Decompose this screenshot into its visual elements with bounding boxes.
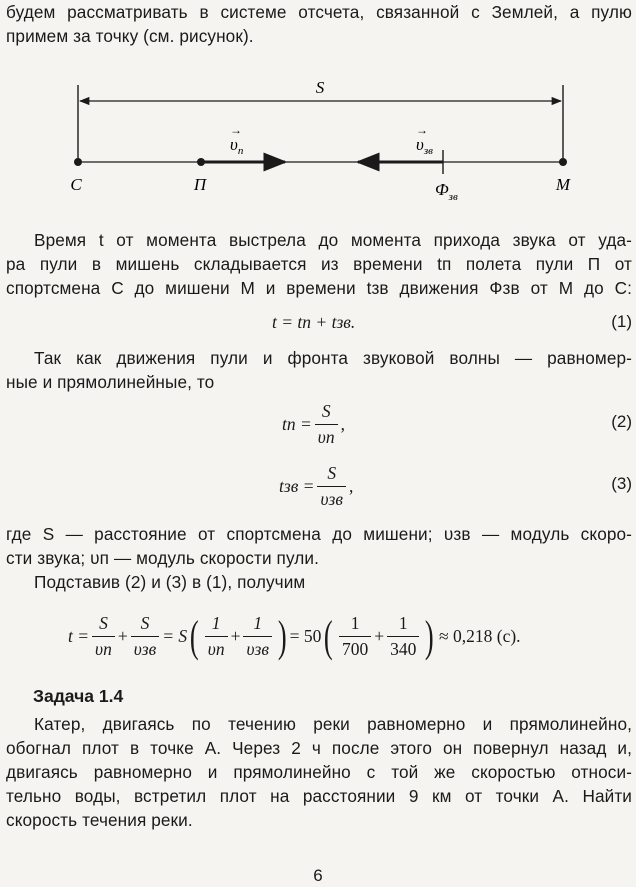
point-c-label: C <box>70 175 82 194</box>
para3-line-1: где S — расстояние от спортсмена до мишени; υзв — модуль скоро- <box>6 524 632 544</box>
point-p-label: П <box>193 175 207 194</box>
wave-front-label: $Ф_{зв}$ <box>435 180 458 203</box>
para3-line-3: Подставив (2) и (3) в (1), получим <box>34 572 306 592</box>
intro-line-1: будем рассматривать в системе отсчета, связанной с Землей, а пулю <box>6 2 632 22</box>
bullet-velocity-label: $\upsilon_п$ <box>230 135 244 157</box>
task-line-1: Катер, двигаясь по течению реки равномерно и прямолинейно, <box>34 714 632 734</box>
vector-arrow-icon: → <box>230 123 242 137</box>
para3-line-2: сти звука; υп — модуль скорости пули. <box>6 548 319 568</box>
para2-line-2: ные и прямолинейные, то <box>6 372 215 392</box>
point-p <box>197 158 205 166</box>
point-m <box>559 158 567 166</box>
motion-diagram <box>0 70 636 220</box>
task-heading: Задача 1.4 <box>33 686 124 706</box>
task-line-2: обогнал плот в точке A. Через 2 ч после этого он повернул назад и, <box>6 738 632 758</box>
task-line-4: тельно воды, встретил плот на расстоянии 9 км от точки A. Найти <box>6 786 632 806</box>
equation-1: t = tп + tзв. (1) <box>272 312 632 332</box>
para1-line-1: Время t от момента выстрела до момента прихода звука от уда- <box>34 230 632 250</box>
task-line-3: двигаясь равномерно и прямолинейно с той же скоростью относи- <box>6 762 632 782</box>
distance-label: S <box>315 78 325 97</box>
vector-arrow-icon: → <box>416 123 428 137</box>
para1-line-3: спортсмена C до мишени M и времени tзв движения Фзв от M до C: <box>6 278 632 298</box>
point-m-label: M <box>555 175 571 194</box>
equation-4: t = $\frac{S}{\upsilon п}$ + $\frac{S}{\text{υзв}}$ = S ( $\frac{1}{\upsilon п}$ + $\frac{1}{\text{υзв}}$ ) = 50 ( $\frac{1}{700}$ + $\frac{1}{340}$ ) ≈ 0,218 (с). <box>68 611 521 661</box>
para1-line-2: ра пули в мишень складывается из времени tп полета пули П от <box>6 254 632 274</box>
equation-3: tзв = $\frac{S}{\text{υзв}}$ , (3) <box>279 462 632 509</box>
sound-velocity-label: $\upsilon_{зв}$ <box>416 135 433 157</box>
intro-line-2: примем за точку (см. рисунок). <box>6 26 254 46</box>
task-line-5: скорость течения реки. <box>6 810 193 830</box>
page-number: 6 <box>313 866 323 885</box>
point-c <box>74 158 82 166</box>
equation-2: tп = $\frac{S}{\upsilon п}$ , (2) <box>282 400 632 447</box>
para2-line-1: Так как движения пули и фронта звуковой волны — равномер- <box>34 348 632 368</box>
